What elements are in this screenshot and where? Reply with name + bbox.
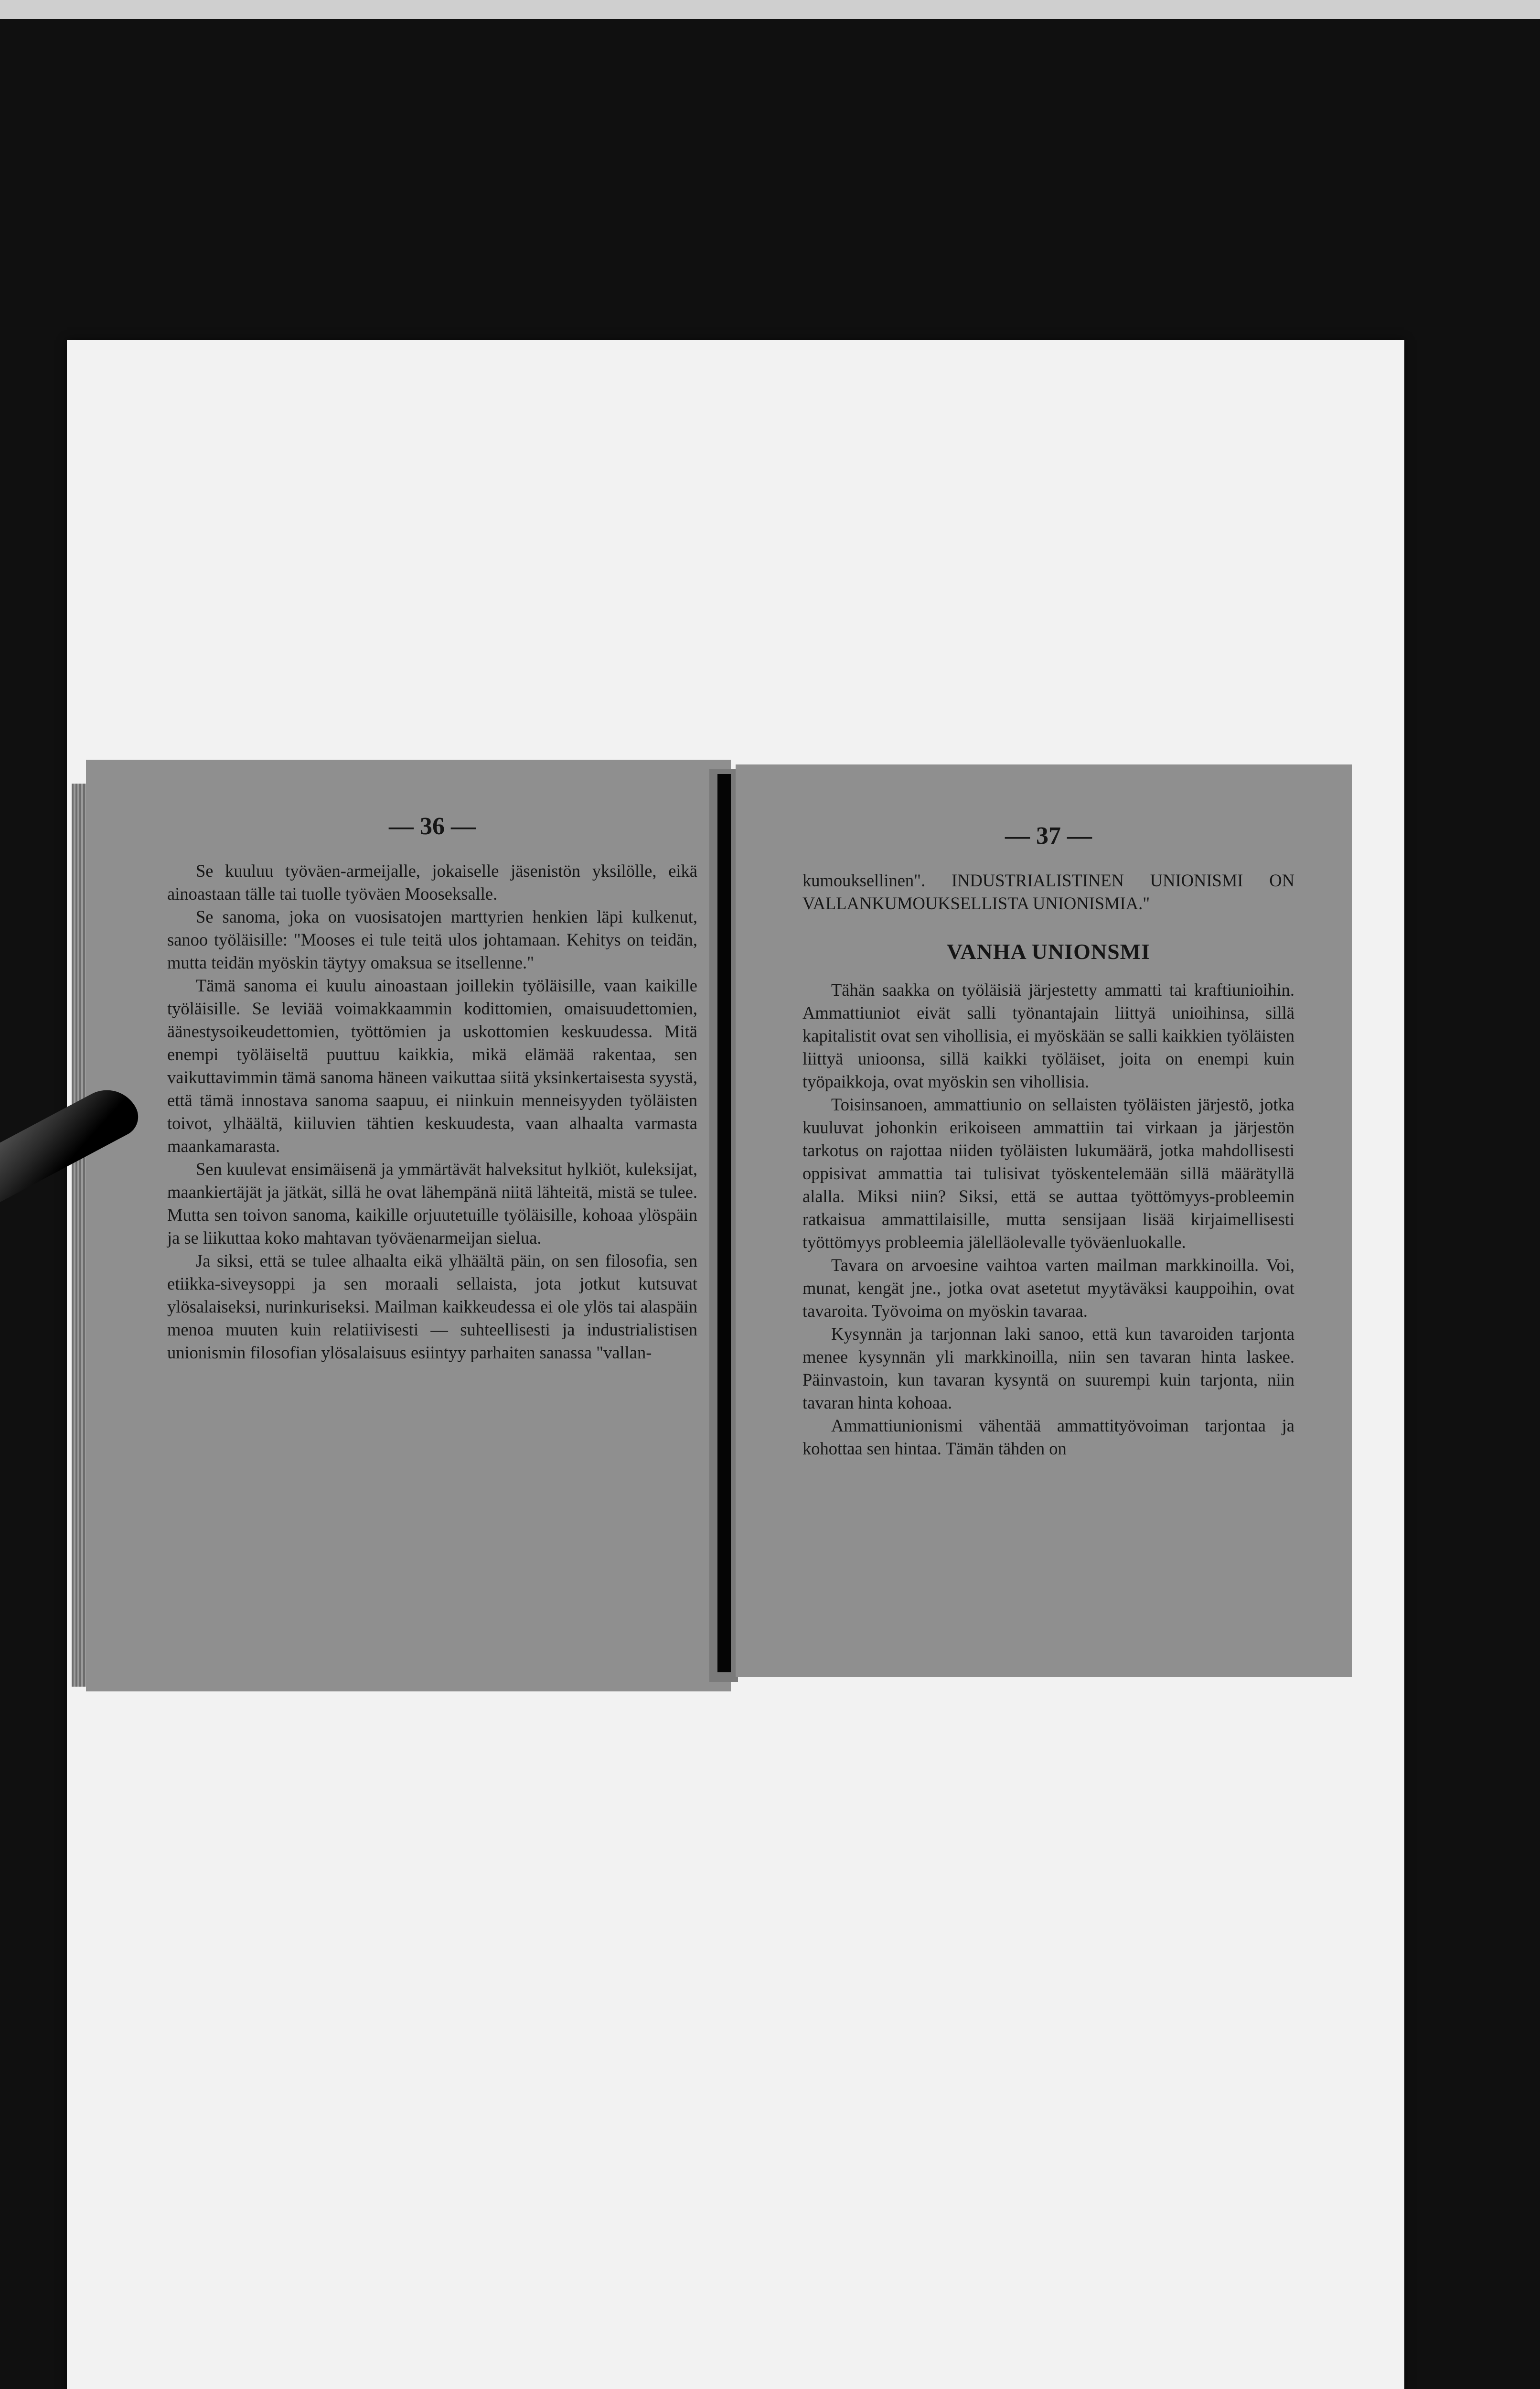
book-spine: [717, 774, 731, 1672]
left-paragraph: Sen kuulevat ensimäisenä ja ymmärtävät halveksitut hylkiöt, kuleksijat, maankiertäjät ja jätkät, sillä he ovat lähempänä niitä lähteitä, mistä se tulee. Mutta sen toivon sanoma, kaikille orjuutetuille työläisille, kohoaa ylöspäin ja se liikuttaa koko mahtavan työväenarmeijan sielua.: [167, 1159, 697, 1248]
film-top-strip: [0, 0, 1540, 19]
left-paragraph: Se sanoma, joka on vuosisatojen marttyrien henkien läpi kulkenut, sanoo työläisille: "Mooses ei tule teitä ulos johtamaan. Kehitys on teidän, mutta teidän myöskin täytyy omaksua se itsellenne.": [167, 907, 697, 972]
right-paragraph: Toisinsanoen, ammattiunio on sellaisten työläisten järjestö, jotka kuuluvat johonkin erikoiseen ammattiin tai virkaan ja järjestön tarkotus on rajottaa niiden työläisten lukumäärä, jotka mahdollisesti oppisivat ammattia tai tulisivat työskentelemään sillä määrätyllä alalla. Miksi niin? Siksi, että se auttaa työttömyys-probleemin ratkaisua ammattilaisille, mutta sensijaan lisää kirjaimellisesti työttömyys probleemia jälelläolevalle työväenluokalle.: [802, 1095, 1294, 1252]
right-page: [736, 764, 1352, 1677]
left-paragraph: Se kuuluu työväen-armeijalle, jokaiselle jäsenistön yksilölle, eikä ainoastaan tälle tai tuolle työväen Mooseksalle.: [167, 861, 697, 904]
page-number-right: — 37 —: [1005, 822, 1092, 850]
right-paragraph: Ammattiunionismi vähentää ammattityövoiman tarjontaa ja kohottaa sen hintaa. Tämän tähden on: [802, 1416, 1294, 1458]
open-booklet: [72, 760, 1352, 1691]
right-paragraph: Kysynnän ja tarjonnan laki sanoo, että kun tavaroiden tarjonta menee kysynnän yli markkinoilla, niin sen tavaran hinta laskee. Päinvastoin, kun tavaran kysyntä on suurempi kuin tarjonta, niin tavaran hinta kohoaa.: [802, 1324, 1294, 1412]
right-intro-text: kumouksellinen". INDUSTRIALISTINEN UNIONISMI ON VALLANKUMOUKSELLISTA UNIONISMIA.": [802, 871, 1294, 913]
left-paragraph: Tämä sanoma ei kuulu ainoastaan joillekin työläisille, vaan kaikille työläisille. Se leviää voimakkaammin kodittomien, omaisuudettomien, äänestysoikeudettomien, työttömien ja uskottomien keskuudessa. Mitä enempi työläiseltä puuttuu kaikkia, mikä elämää rakentaa, sen vaikuttavimmin tämä sanoma häneen vaikuttaa siitä yksinkertaisesta syystä, että tämä innostava sanoma saapuu, ei niinkuin menneisyyden työläisten toivot, ylhäältä, kiiluvien tähtien keskuudesta, vaan alhaalta varmasta maankamarasta.: [167, 976, 697, 1156]
left-paragraph: Ja siksi, että se tulee alhaalta eikä ylhäältä päin, on sen filosofia, sen etiikka-siveysoppi ja sen moraali sellaista, jota jotkut kutsuvat ylösalaiseksi, nurinkuriseksi. Mailman kaikkeudessa ei ole ylös tai alaspäin menoa muuten kuin relatiivisesti — suhteellisesti ja industrialistisen unionismin filosofian ylösalaisuus esiintyy parhaiten sanassa "vallan-: [167, 1251, 697, 1362]
left-page: [86, 760, 731, 1691]
page-number-left: — 36 —: [389, 813, 476, 840]
right-paragraph: Tähän saakka on työläisiä järjestetty ammatti tai kraftiunioihin. Ammattiuniot eivät salli työnantajain liittyä unioihinsa, sillä kapitalistit ovat sen vihollisia, ei myöskään se salli kaikkien työläisten liittyä unioonsa, sillä kaikki työläiset, joita on enempi kuin työpaikkoja, ovat myöskin sen vihollisia.: [802, 980, 1294, 1091]
right-paragraph: Tavara on arvoesine vaihtoa varten mailman markkinoilla. Voi, munat, kengät jne., jotka ovat asetetut myytäväksi kauppoihin, ovat tavaroita. Työvoima on myöskin tavaraa.: [802, 1255, 1294, 1321]
section-heading: VANHA UNIONSMI: [947, 939, 1150, 964]
